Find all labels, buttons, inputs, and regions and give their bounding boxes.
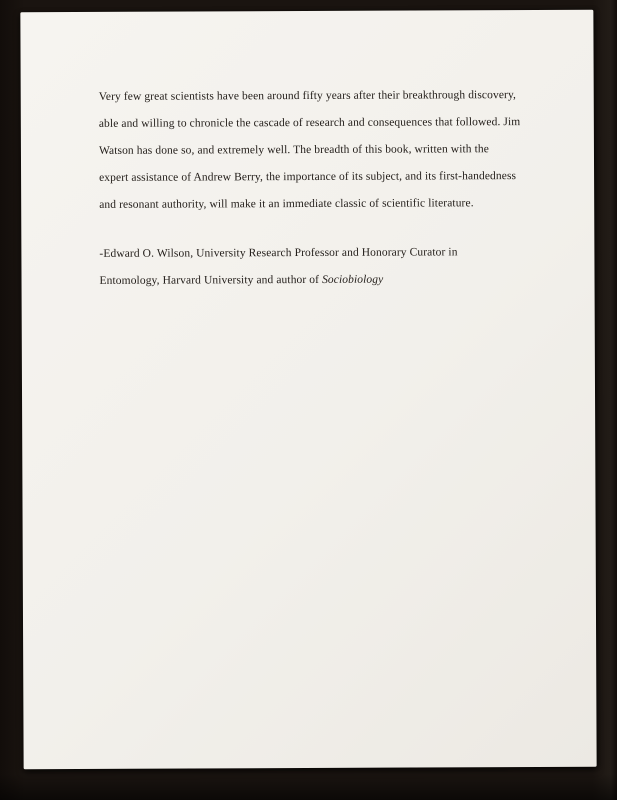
endorsement-quote-paragraph (99, 82, 555, 219)
attribution (99, 239, 554, 295)
quote-line: Watson has done so, and extremely well. The breadth of this book, written with the (98, 143, 489, 157)
paper-sheet (20, 10, 596, 769)
attribution-line-prefix: Entomology, Harvard University and author of (99, 273, 323, 287)
quote-line: able and willing to chronicle the cascade of research and consequences that followed. Jim (98, 116, 521, 130)
page-text-content (99, 82, 555, 295)
scan-bottom-shadow (0, 774, 617, 800)
quote-line: and resonant authority, will make it an immediate classic of scientific literature. (99, 197, 474, 211)
attribution-line (99, 266, 554, 295)
attribution-line: -Edward O. Wilson, University Research Professor and Honorary Curator in (99, 246, 458, 260)
book-title: Sociobiology (322, 273, 384, 286)
quote-line: Very few great scientists have been around fifty years after their breakthrough discovery, (98, 89, 517, 103)
quote-line: expert assistance of Andrew Berry, the importance of its subject, and its first-handedness (99, 170, 517, 184)
